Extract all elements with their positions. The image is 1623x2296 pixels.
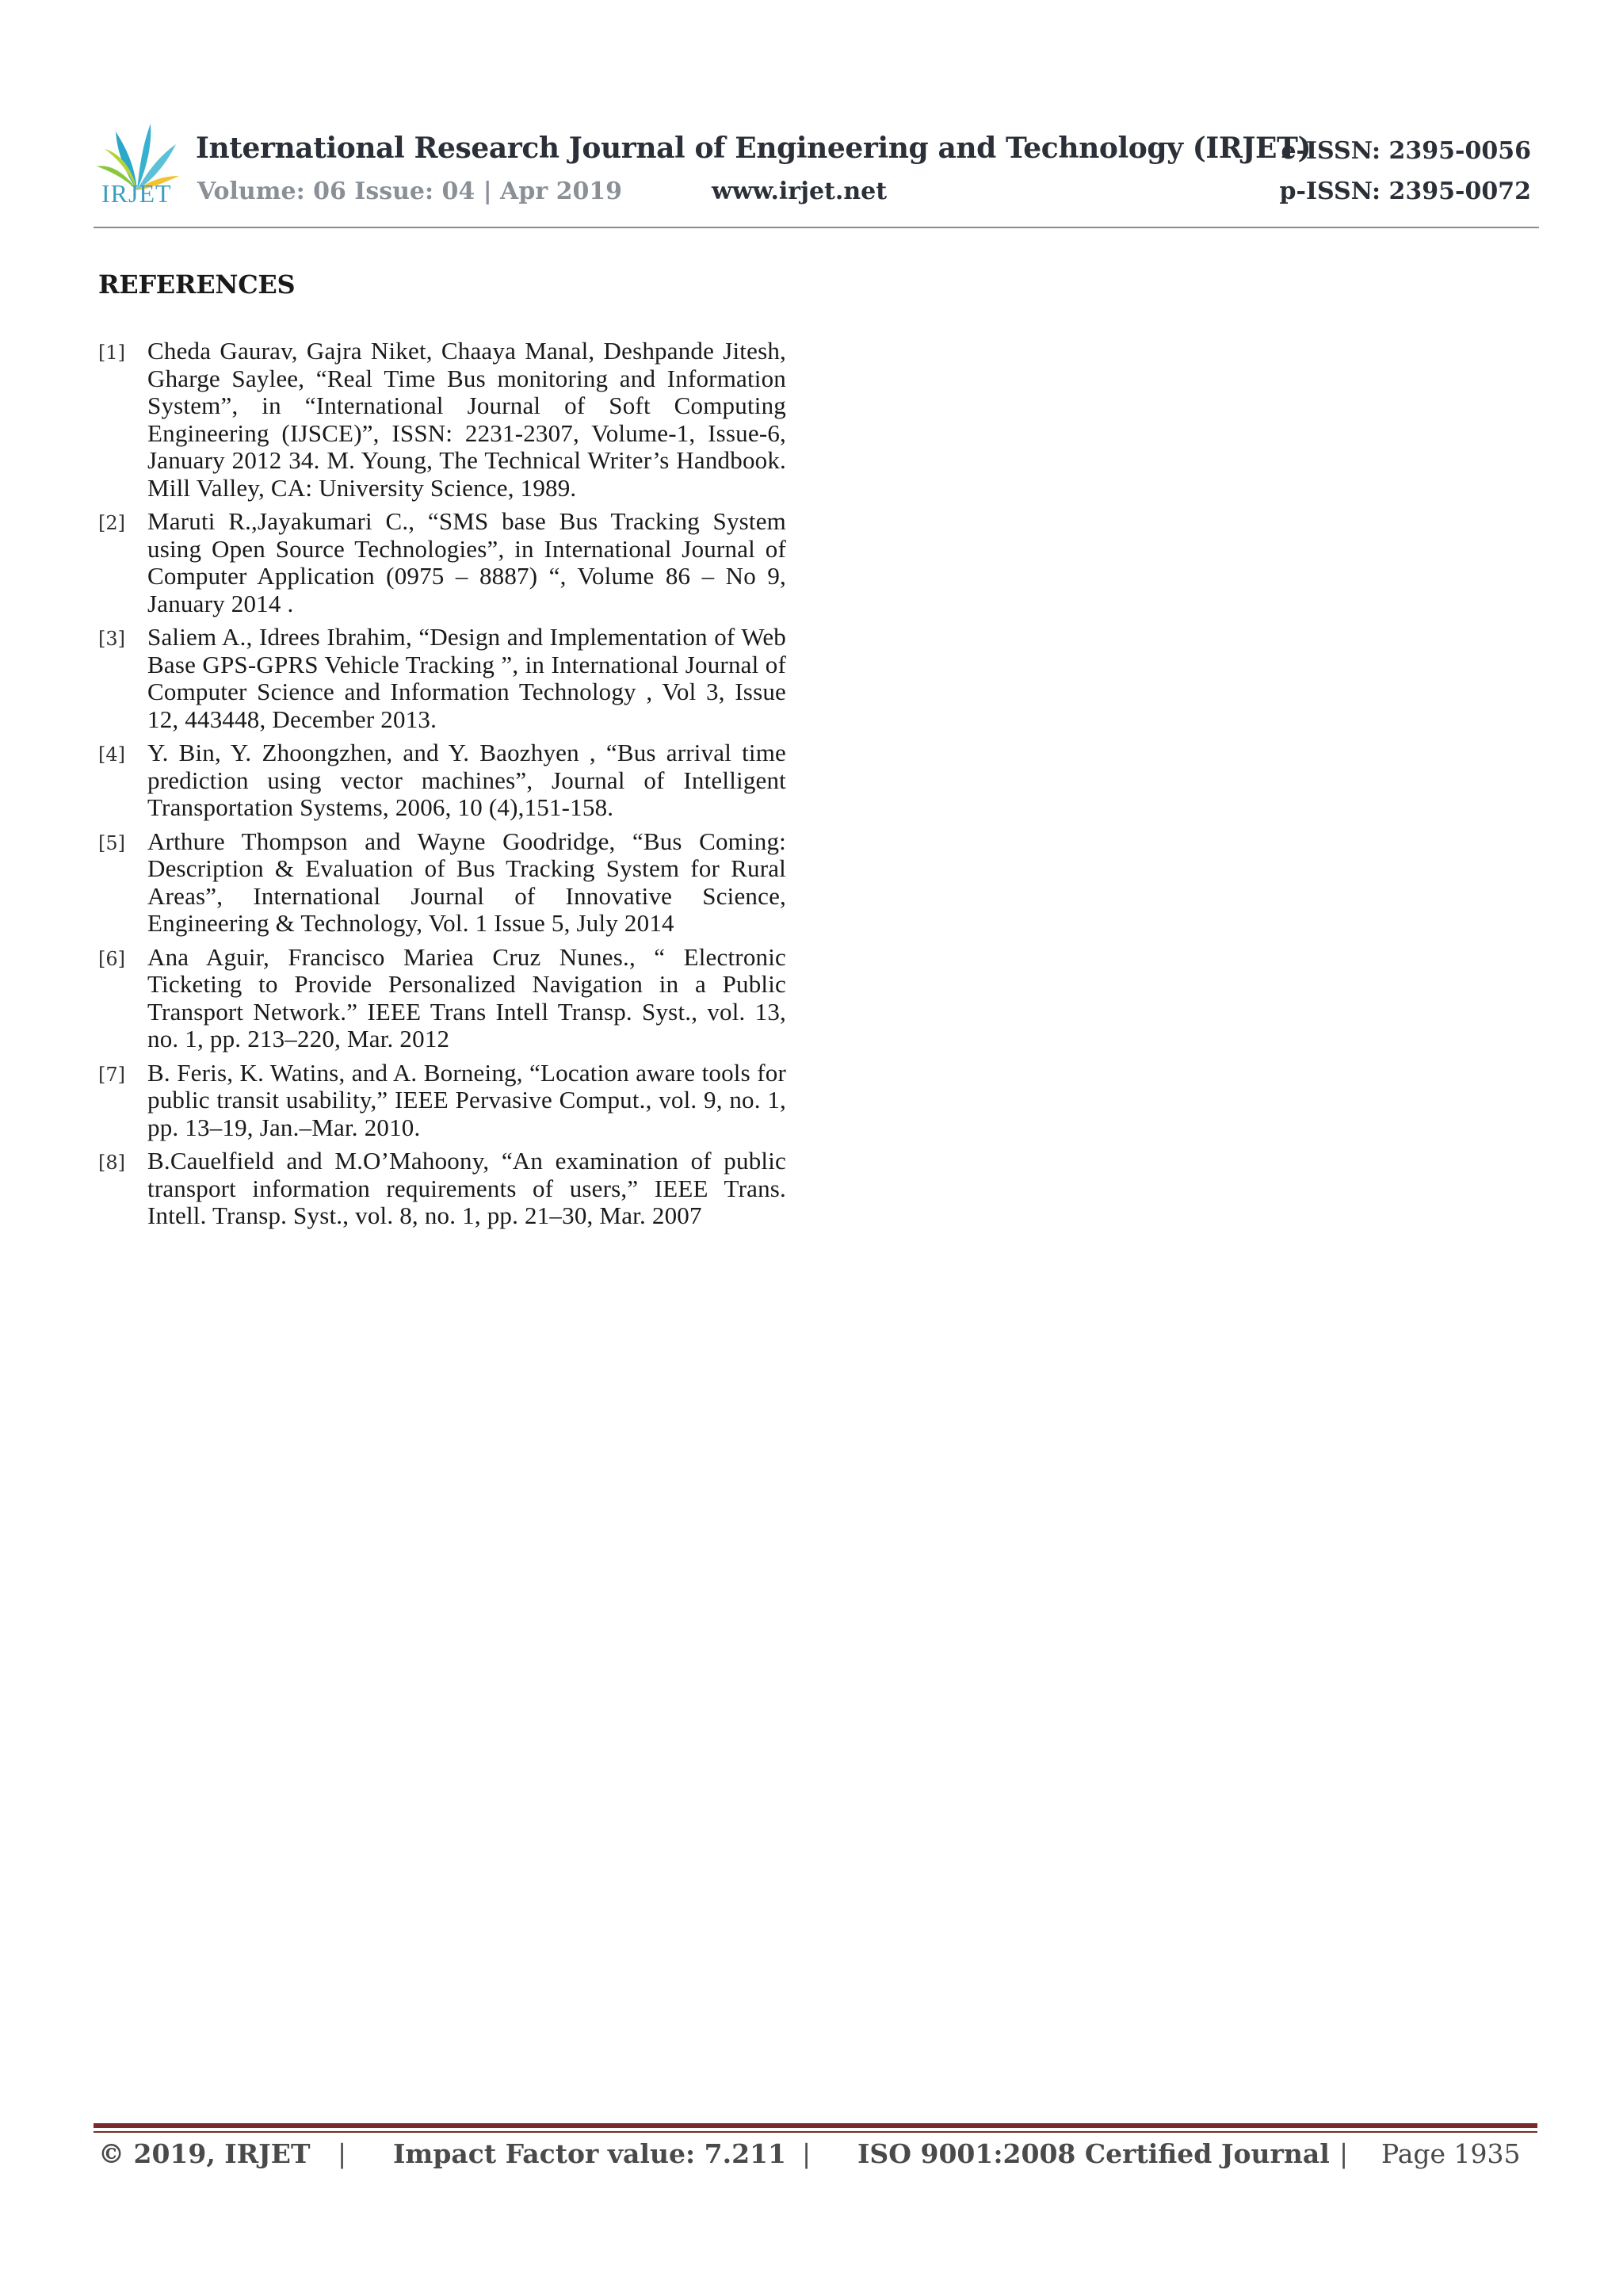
reference-item: [98, 338, 786, 502]
reference-item: [98, 944, 786, 1053]
page-footer: [98, 2132, 1525, 2176]
footer-iso-certification: ISO 9001:2008 Certified Journal: [857, 2138, 1330, 2169]
reference-number: [8]: [98, 1152, 125, 1174]
reference-list: [98, 338, 786, 1236]
reference-text: Cheda Gaurav, Gajra Niket, Chaaya Manal, Deshpande Jitesh, Gharge Saylee, “Real Time Bus monitoring and Information System”, in “International Journal of Soft Computing Engineering (IJSCE)”, ISSN: 2231-2307, Volume-1, Issue-6, January 2012 34. M. Young, The Technical Writer’s Handbook. Mill Valley, CA: University Science, 1989.: [147, 337, 786, 502]
reference-item: [98, 739, 786, 822]
e-issn: e-ISSN: 2395-0056: [1281, 137, 1531, 165]
website-link[interactable]: www.irjet.net: [712, 178, 888, 205]
reference-number: [5]: [98, 831, 125, 854]
footer-page-number: Page 1935: [1381, 2138, 1521, 2169]
reference-item: [98, 508, 786, 617]
reference-text: Ana Aguir, Francisco Mariea Cruz Nunes., “ Electronic Ticketing to Provide Personalized Navigation in a Public Transport Network.” IEEE Trans Intell Transp. Syst., vol. 13, no. 1, pp. 213–220, Mar. 2012: [147, 942, 786, 1052]
reference-text: Y. Bin, Y. Zhoongzhen, and Y. Baozhyen , “Bus arrival time prediction using vector machines”, Journal of Intelligent Transportation Systems, 2006, 10 (4),151-158.: [147, 739, 786, 821]
reference-number: [2]: [98, 512, 125, 534]
reference-item: [98, 1060, 786, 1142]
volume-info: Volume: 06 Issue: 04 | Apr 2019: [197, 178, 623, 205]
footer-divider-thick: [94, 2123, 1537, 2128]
footer-separator: |: [338, 2138, 347, 2169]
reference-number: [7]: [98, 1063, 125, 1086]
reference-item: [98, 624, 786, 733]
reference-text: Saliem A., Idrees Ibrahim, “Design and Implementation of Web Base GPS-GPRS Vehicle Tracking ”, in International Journal of Computer Science and Information Technology , Vol 3, Issue 12, 443448, December 2013.: [147, 623, 786, 733]
footer-separator: |: [802, 2138, 812, 2169]
reference-number: [1]: [98, 342, 125, 364]
p-issn: p-ISSN: 2395-0072: [1279, 178, 1531, 205]
reference-number: [6]: [98, 947, 125, 970]
footer-copyright: © 2019, IRJET: [98, 2138, 311, 2169]
reference-text: Maruti R.,Jayakumari C., “SMS base Bus Tracking System using Open Source Technologies”, in International Journal of Computer Application (0975 – 8887) “, Volume 86 – No 9, January 2014 .: [147, 507, 786, 617]
header-divider: [94, 227, 1539, 228]
reference-text: B.Cauelfield and M.O’Mahoony, “An examination of public transport information requirements of users,” IEEE Trans. Intell. Transp. Syst., vol. 8, no. 1, pp. 21–30, Mar. 2007: [147, 1147, 786, 1229]
reference-item: [98, 1148, 786, 1230]
footer-separator: |: [1339, 2138, 1349, 2169]
reference-number: [4]: [98, 743, 125, 766]
journal-title: International Research Journal of Engineering and Technology (IRJET): [196, 132, 1312, 165]
reference-text: B. Feris, K. Watins, and A. Borneing, “Location aware tools for public transit usability,” IEEE Pervasive Comput., vol. 9, no. 1, pp. 13–19, Jan.–Mar. 2010.: [147, 1058, 786, 1141]
section-heading: REFERENCES: [98, 269, 296, 300]
reference-text: Arthure Thompson and Wayne Goodridge, “Bus Coming: Description & Evaluation of Bus Tracking System for Rural Areas”, International Journal of Innovative Science, Engineering & Technology, Vol. 1 Issue 5, July 2014: [147, 827, 786, 937]
reference-item: [98, 828, 786, 938]
logo-text: IRJET: [101, 179, 172, 208]
footer-impact-factor: Impact Factor value: 7.211: [393, 2138, 786, 2169]
reference-number: [3]: [98, 628, 125, 650]
